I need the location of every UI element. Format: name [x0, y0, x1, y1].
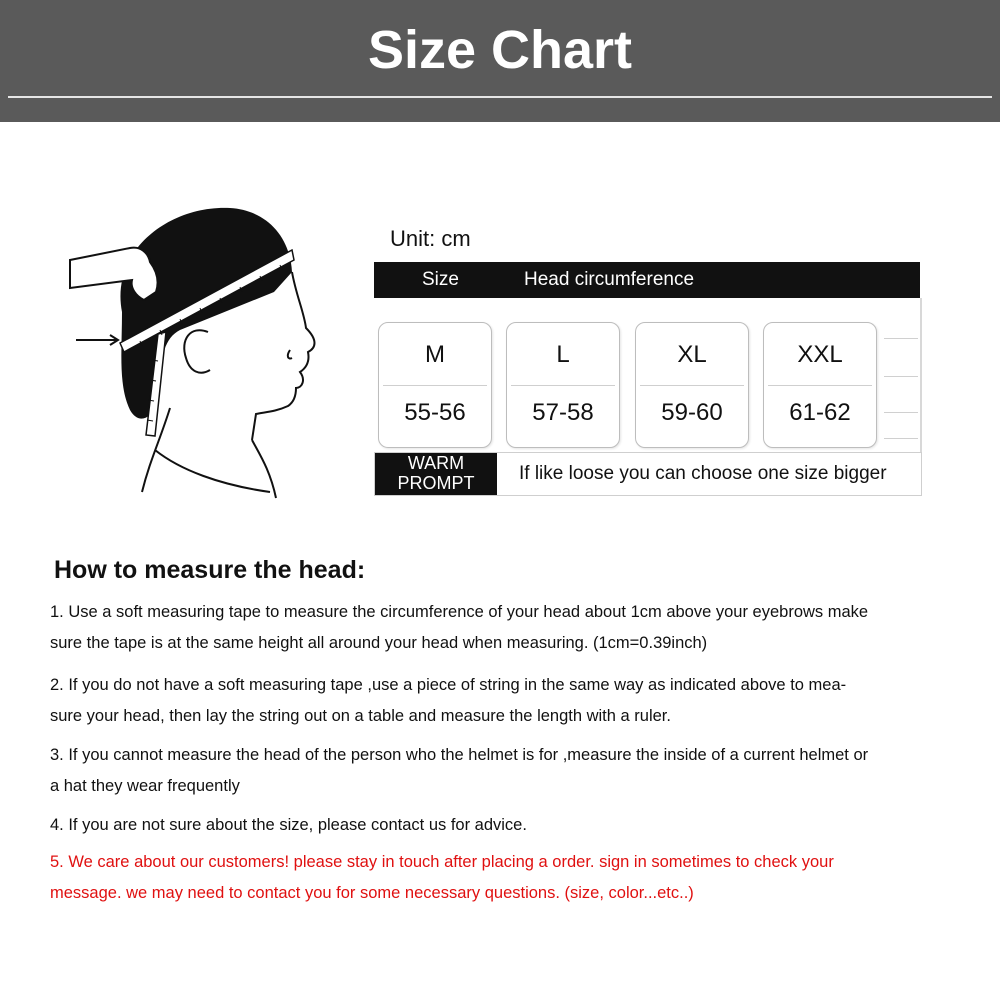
size-table-body: [374, 298, 922, 454]
size-table-header: [374, 262, 920, 298]
size-card-xxl: [763, 322, 877, 448]
step-1-line2: sure the tape is at the same height all around your head when measuring. (1cm=0.39inch): [50, 634, 708, 652]
neck-collar: [142, 408, 276, 498]
card-divider: [511, 385, 615, 386]
step-3-line1: 3. If you cannot measure the head of the person who the helmet is for ,measure the inside of a current helmet or: [50, 746, 869, 764]
grid-line: [884, 338, 918, 339]
step-2: [50, 670, 970, 732]
head-measuring-illustration: [60, 200, 340, 500]
warm-prompt-badge-line1: WARM: [407, 453, 465, 473]
size-range: 57-58: [532, 399, 594, 426]
grid-line: [884, 376, 918, 377]
card-divider: [768, 385, 872, 386]
header-size: Size: [422, 269, 459, 290]
hair-shape: [120, 208, 292, 419]
page-title: Size Chart: [367, 20, 633, 80]
step-2-line2: sure your head, then lay the string out on a table and measure the length with a ruler.: [50, 707, 671, 725]
size-range: 55-56: [404, 399, 466, 426]
howto-title: How to measure the head:: [54, 556, 366, 584]
step-1: [50, 597, 970, 659]
size-card-xl: [635, 322, 749, 448]
warm-prompt-text: If like loose you can choose one size bigger: [519, 463, 887, 484]
size-label: M: [425, 341, 445, 368]
grid-line: [884, 412, 918, 413]
warm-prompt-row: [374, 452, 922, 496]
size-label: L: [556, 341, 570, 368]
size-card-l: [506, 322, 620, 448]
step-5-line1: 5. We care about our customers! please stay in touch after placing a order. sign in sometimes to check your: [50, 853, 834, 871]
hand-outline: [70, 248, 158, 300]
size-label: XL: [677, 341, 707, 368]
header-banner: [0, 0, 1000, 122]
size-label: XXL: [797, 341, 843, 368]
ear-outline: [184, 330, 210, 372]
warm-prompt-badge: [375, 453, 497, 495]
header-head-circumference: Head circumference: [524, 269, 695, 290]
step-4: [50, 810, 970, 841]
step-1-line1: 1. Use a soft measuring tape to measure the circumference of your head about 1cm above your eyebrows make: [50, 603, 869, 621]
step-4-line1: 4. If you are not sure about the size, please contact us for advice.: [50, 816, 527, 834]
size-card-m: [378, 322, 492, 448]
header-divider: [8, 96, 992, 98]
step-5-line2: message. we may need to contact you for some necessary questions. (size, color...etc..): [50, 884, 694, 902]
grid-line: [884, 438, 918, 439]
step-5: [50, 847, 970, 909]
step-3-line2: a hat they wear frequently: [50, 777, 240, 795]
nose-mark: [288, 350, 292, 359]
size-range: 59-60: [661, 399, 723, 426]
step-3: [50, 740, 970, 802]
card-divider: [383, 385, 487, 386]
size-range: 61-62: [789, 399, 851, 426]
card-divider: [640, 385, 744, 386]
pointer-arrow: [76, 335, 118, 345]
step-2-line1: 2. If you do not have a soft measuring tape ,use a piece of string in the same way as indicated above to mea-: [50, 676, 847, 694]
warm-prompt-badge-line2: PROMPT: [397, 473, 475, 493]
unit-label: Unit: cm: [390, 226, 471, 251]
face-outline: [252, 272, 315, 440]
